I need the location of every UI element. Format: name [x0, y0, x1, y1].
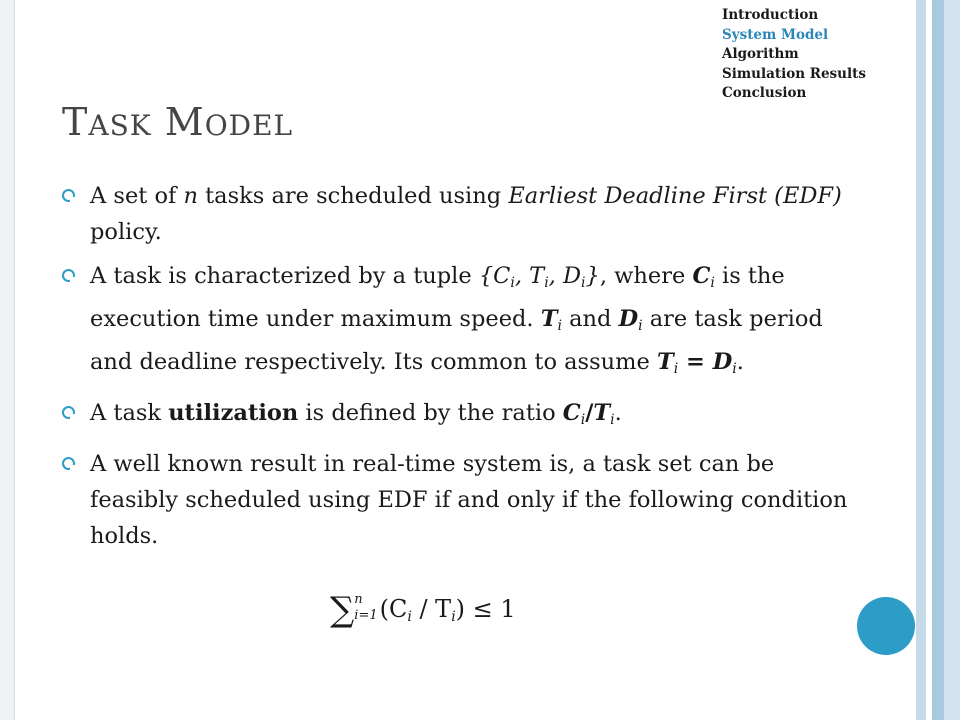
bullet-item: A set of n tasks are scheduled using Earliest Deadline First (EDF) policy.	[62, 178, 862, 250]
right-stripe	[916, 0, 926, 720]
decorative-circle	[857, 597, 915, 655]
bullet-item: A task is characterized by a tuple {$C_i$, $T_i$, $D_i$}, where $C_i$ is the execution time under maximum speed. $T_i$ and $D_i$ are task period and deadline respectively. Its common to assume $T_i = D_i$.	[62, 258, 862, 387]
nav-item-algorithm[interactable]: Algorithm	[722, 46, 799, 62]
slide-title: TASK MODEL	[62, 100, 294, 144]
bullet-icon	[62, 189, 75, 202]
nav-item-conclusion[interactable]: Conclusion	[722, 85, 807, 101]
bullet-icon	[62, 406, 75, 419]
nav-item-simulation-results[interactable]: Simulation Results	[722, 65, 866, 82]
bullet-icon	[62, 269, 75, 282]
nav-item-system-model[interactable]: System Model	[722, 26, 829, 43]
left-border	[0, 0, 15, 720]
section-nav	[722, 6, 866, 104]
right-stripe	[944, 0, 960, 720]
bullet-item: A task utilization is defined by the ratio $C_i/T_i$.	[62, 395, 862, 438]
bullet-icon	[62, 457, 75, 470]
nav-item-introduction[interactable]: Introduction	[722, 7, 819, 23]
bullet-item: A well known result in real-time system is, a task set can be feasibly scheduled using EDF if and only if the following condition holds.	[62, 446, 862, 554]
right-stripe	[932, 0, 944, 720]
edf-condition-formula: ∑n $i=1(C_i / T_i) \le 1$	[330, 590, 516, 630]
bullet-list	[62, 178, 862, 562]
